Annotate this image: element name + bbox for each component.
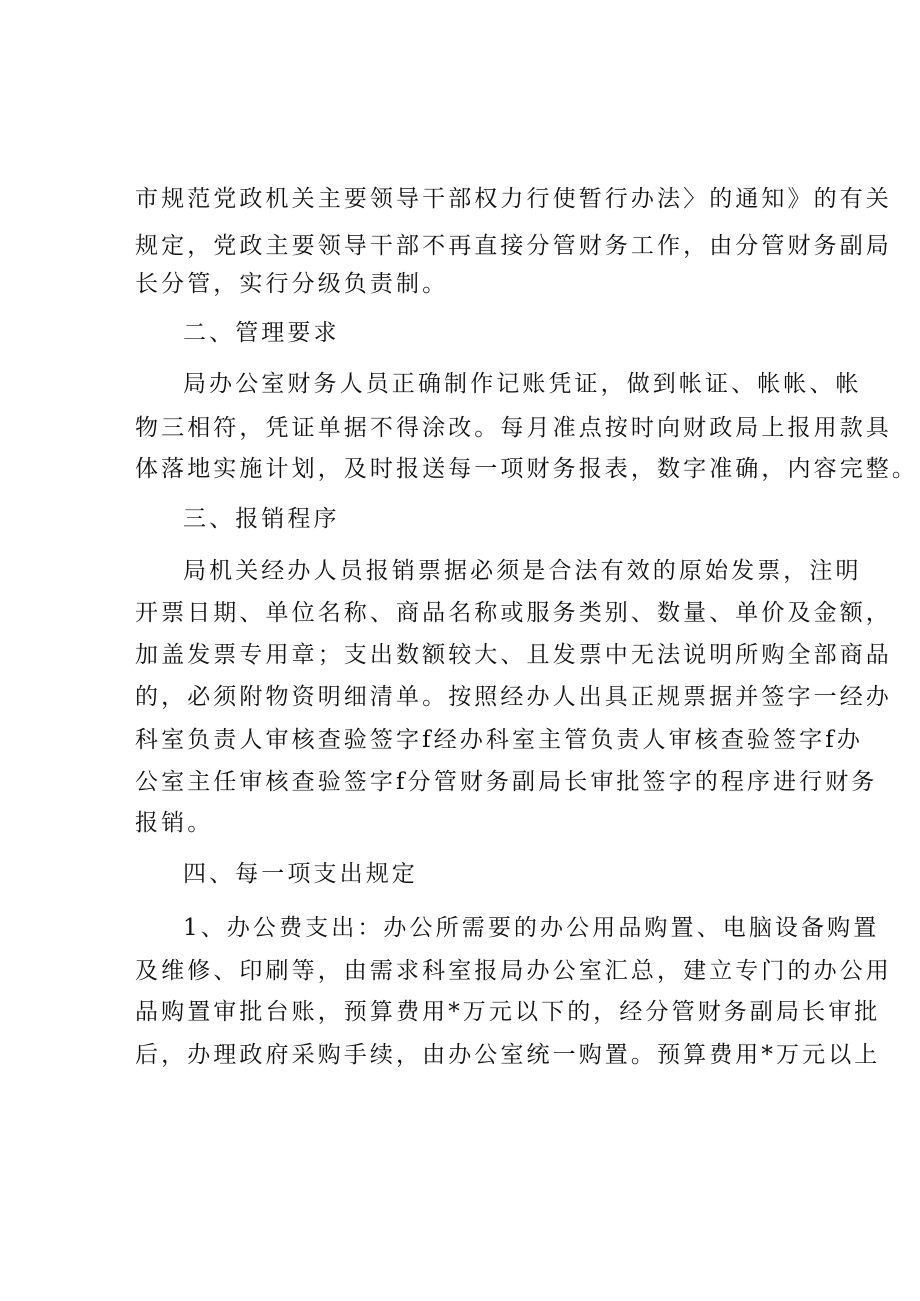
paragraph-line: 加盖发票专用章；支出数额较大、且发票中无法说明所购全部商品 (135, 642, 892, 668)
section-heading: 二、管理要求 (183, 320, 340, 346)
paragraph-line: 1、办公费支出：办公所需要的办公用品购置、电脑设备购置 (183, 915, 880, 941)
paragraph-line: 后，办理政府采购手续，由办公室统一购置。预算费用*万元以上 (135, 1042, 881, 1068)
paragraph-line: 规定，党政主要领导干部不再直接分管财务工作，由分管财务副局 (135, 233, 892, 259)
paragraph-line: 开票日期、单位名称、商品名称或服务类别、数量、单价及金额， (135, 600, 892, 626)
paragraph-line: 局办公室财务人员正确制作记账凭证，做到帐证、帐帐、帐 (183, 371, 862, 397)
paragraph-line: 及维修、印刷等，由需求科室报局办公室汇总，建立专门的办公用 (135, 958, 892, 984)
paragraph-line: 科室负责人审核查验签字f经办科室主管负责人审核查验签字f办 (135, 727, 863, 753)
paragraph-line: 物三相符，凭证单据不得涂改。每月准点按时向财政局上报用款具 (135, 415, 892, 441)
paragraph-line: 局机关经办人员报销票据必须是合法有效的原始发票，注明 (183, 558, 862, 584)
paragraph-line: 市规范党政机关主要领导干部权力行使暂行办法〉的通知》的有关 (135, 186, 892, 212)
paragraph-line: 公室主任审核查验签字f分管财务副局长审批签字的程序进行财务 (135, 769, 878, 795)
paragraph-line: 体落地实施计划，及时报送每一项财务报表，数字准确，内容完整。 (135, 456, 918, 482)
paragraph-line: 品购置审批台账，预算费用*万元以下的，经分管财务副局长审批 (135, 999, 881, 1025)
section-heading: 四、每一项支出规定 (183, 861, 418, 887)
section-heading: 三、报销程序 (183, 506, 340, 532)
paragraph-line: 报销。 (135, 810, 214, 836)
paragraph-line: 的，必须附物资明细清单。按照经办人出具正规票据并签字一经办 (135, 684, 892, 710)
paragraph-line: 长分管，实行分级负责制。 (135, 271, 449, 297)
